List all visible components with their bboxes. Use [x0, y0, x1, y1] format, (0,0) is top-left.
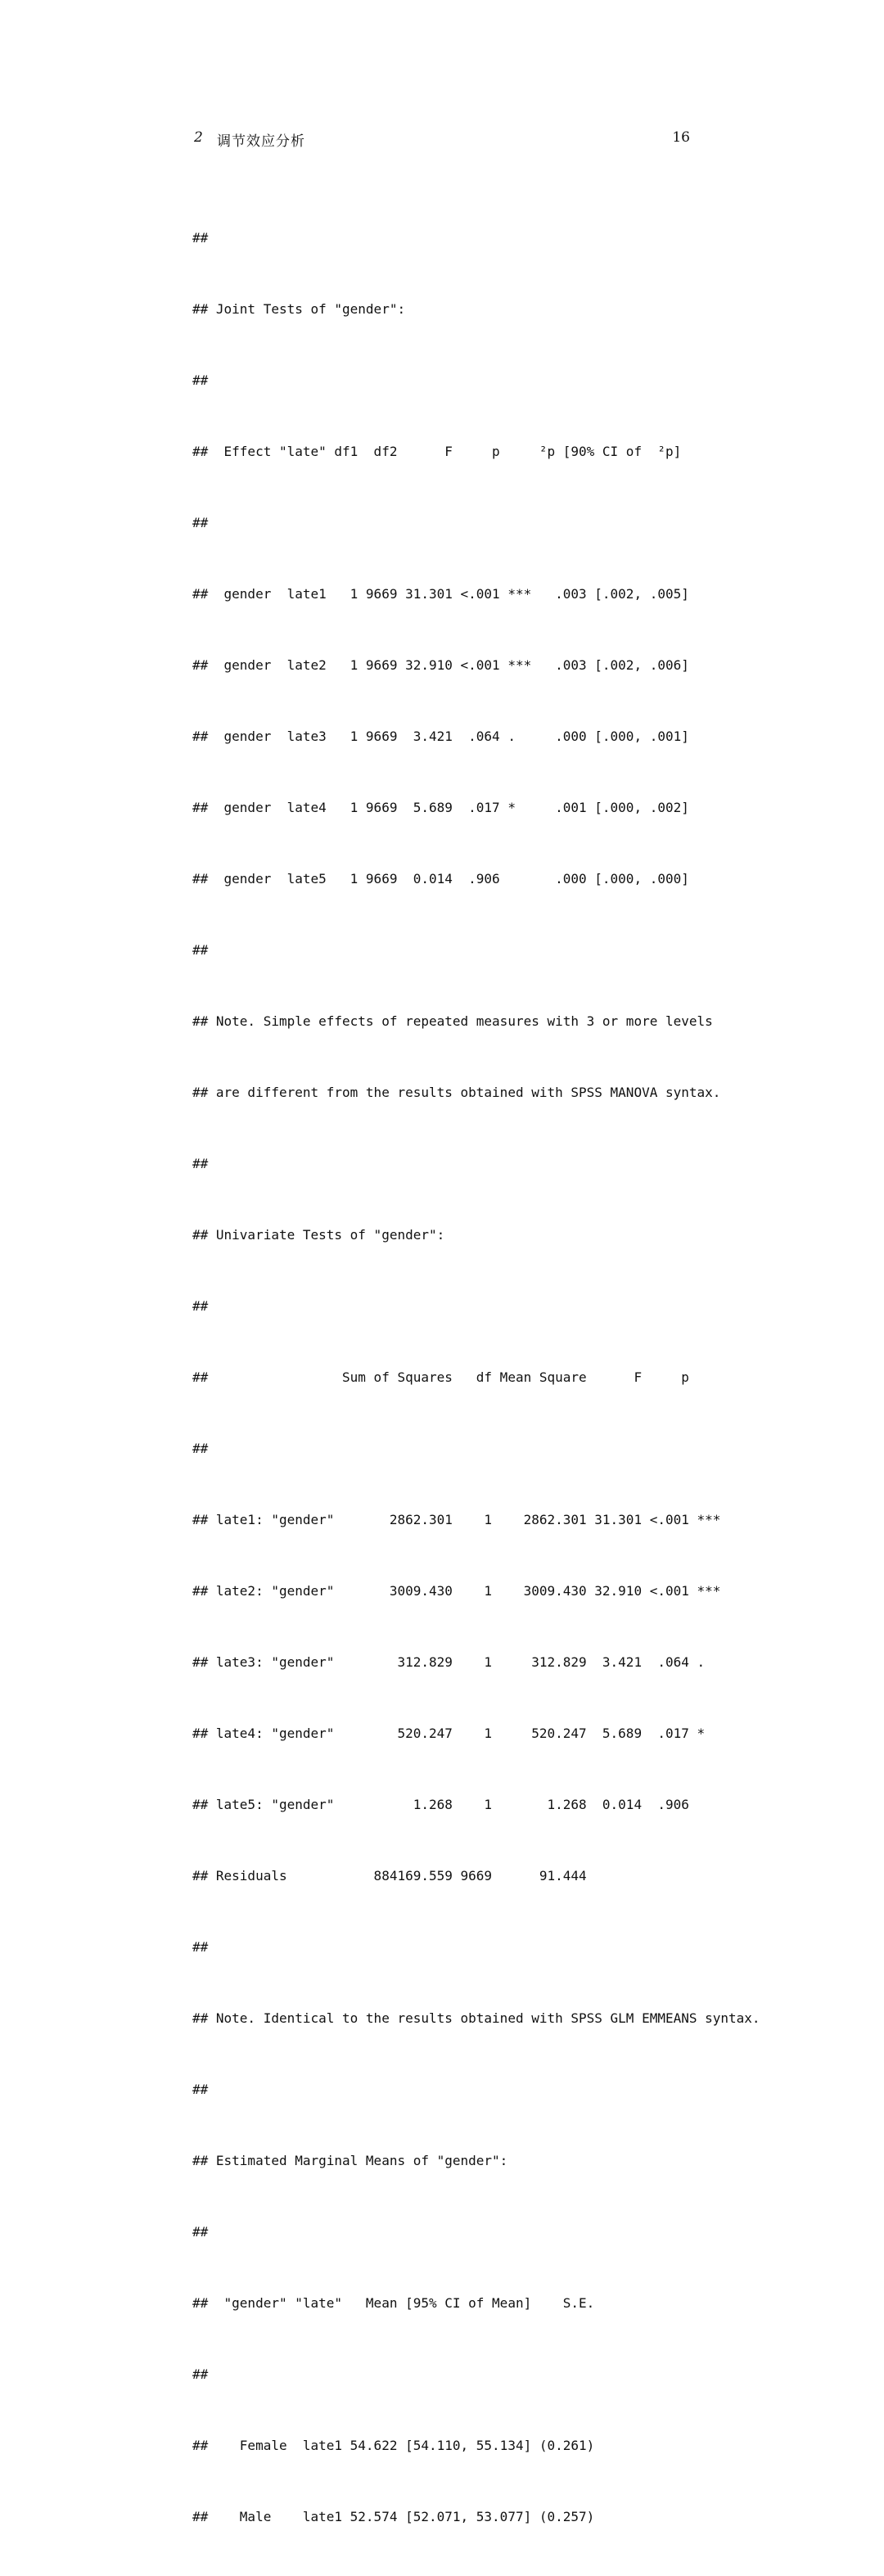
output-line: ##	[192, 230, 209, 246]
output-line: ## Male late1 52.574 [52.071, 53.077] (0.257)	[192, 2509, 595, 2524]
output-line: ## gender late3 1 9669 3.421 .064 . .000 [.000, .001]	[192, 729, 689, 744]
output-line: ##	[192, 1156, 209, 1171]
chapter-number: 2	[194, 129, 203, 146]
output-line: ## Estimated Marginal Means of "gender":	[192, 2153, 508, 2168]
output-line: ## Residuals 884169.559 9669 91.444	[192, 1868, 587, 1884]
output-line: ## late4: "gender" 520.247 1 520.247 5.689 .017 *	[192, 1726, 706, 1741]
output-line: ##	[192, 1298, 209, 1314]
chapter-title: 调节效应分析	[217, 133, 305, 150]
output-line: ## gender late2 1 9669 32.910 <.001 *** .003 [.002, .006]	[192, 657, 689, 673]
output-line: ##	[192, 2224, 209, 2240]
output-line: ## late2: "gender" 3009.430 1 3009.430 32.910 <.001 ***	[192, 1583, 721, 1599]
output-line: ## Female late1 54.622 [54.110, 55.134] (0.261)	[192, 2438, 595, 2453]
output-line: ## Joint Tests of "gender":	[192, 301, 406, 317]
output-line: ## gender late4 1 9669 5.689 .017 * .001 [.000, .002]	[192, 800, 689, 815]
output-line: ## Note. Identical to the results obtained with SPSS GLM EMMEANS syntax.	[192, 2010, 760, 2026]
output-line: ## gender late1 1 9669 31.301 <.001 *** .003 [.002, .005]	[192, 586, 689, 602]
output-line: ## Univariate Tests of "gender":	[192, 1227, 445, 1243]
output-line: ## Effect "late" df1 df2 F p ²p [90% CI of ²p]	[192, 444, 682, 459]
output-line: ##	[192, 372, 209, 388]
output-line: ##	[192, 2082, 209, 2097]
output-line: ## "gender" "late" Mean [95% CI of Mean] S.E.	[192, 2295, 595, 2311]
output-line: ##	[192, 1939, 209, 1955]
running-header	[194, 129, 690, 151]
output-line: ## Sum of Squares df Mean Square F p	[192, 1369, 689, 1385]
output-line: ##	[192, 515, 209, 530]
output-line: ## are different from the results obtained with SPSS MANOVA syntax.	[192, 1085, 721, 1100]
output-line: ## late1: "gender" 2862.301 1 2862.301 31.301 <.001 ***	[192, 1512, 721, 1527]
output-line: ## late3: "gender" 312.829 1 312.829 3.421 .064 .	[192, 1654, 706, 1670]
output-line: ##	[192, 2366, 209, 2382]
output-line: ##	[192, 1441, 209, 1456]
output-line: ## late5: "gender" 1.268 1 1.268 0.014 .906	[192, 1797, 689, 1812]
output-line: ## Note. Simple effects of repeated measures with 3 or more levels	[192, 1013, 713, 1029]
output-line: ## gender late5 1 9669 0.014 .906 .000 [.000, .000]	[192, 871, 689, 886]
output-line: ##	[192, 942, 209, 958]
r-console-output	[192, 178, 864, 2576]
page-number: 16	[672, 129, 690, 146]
